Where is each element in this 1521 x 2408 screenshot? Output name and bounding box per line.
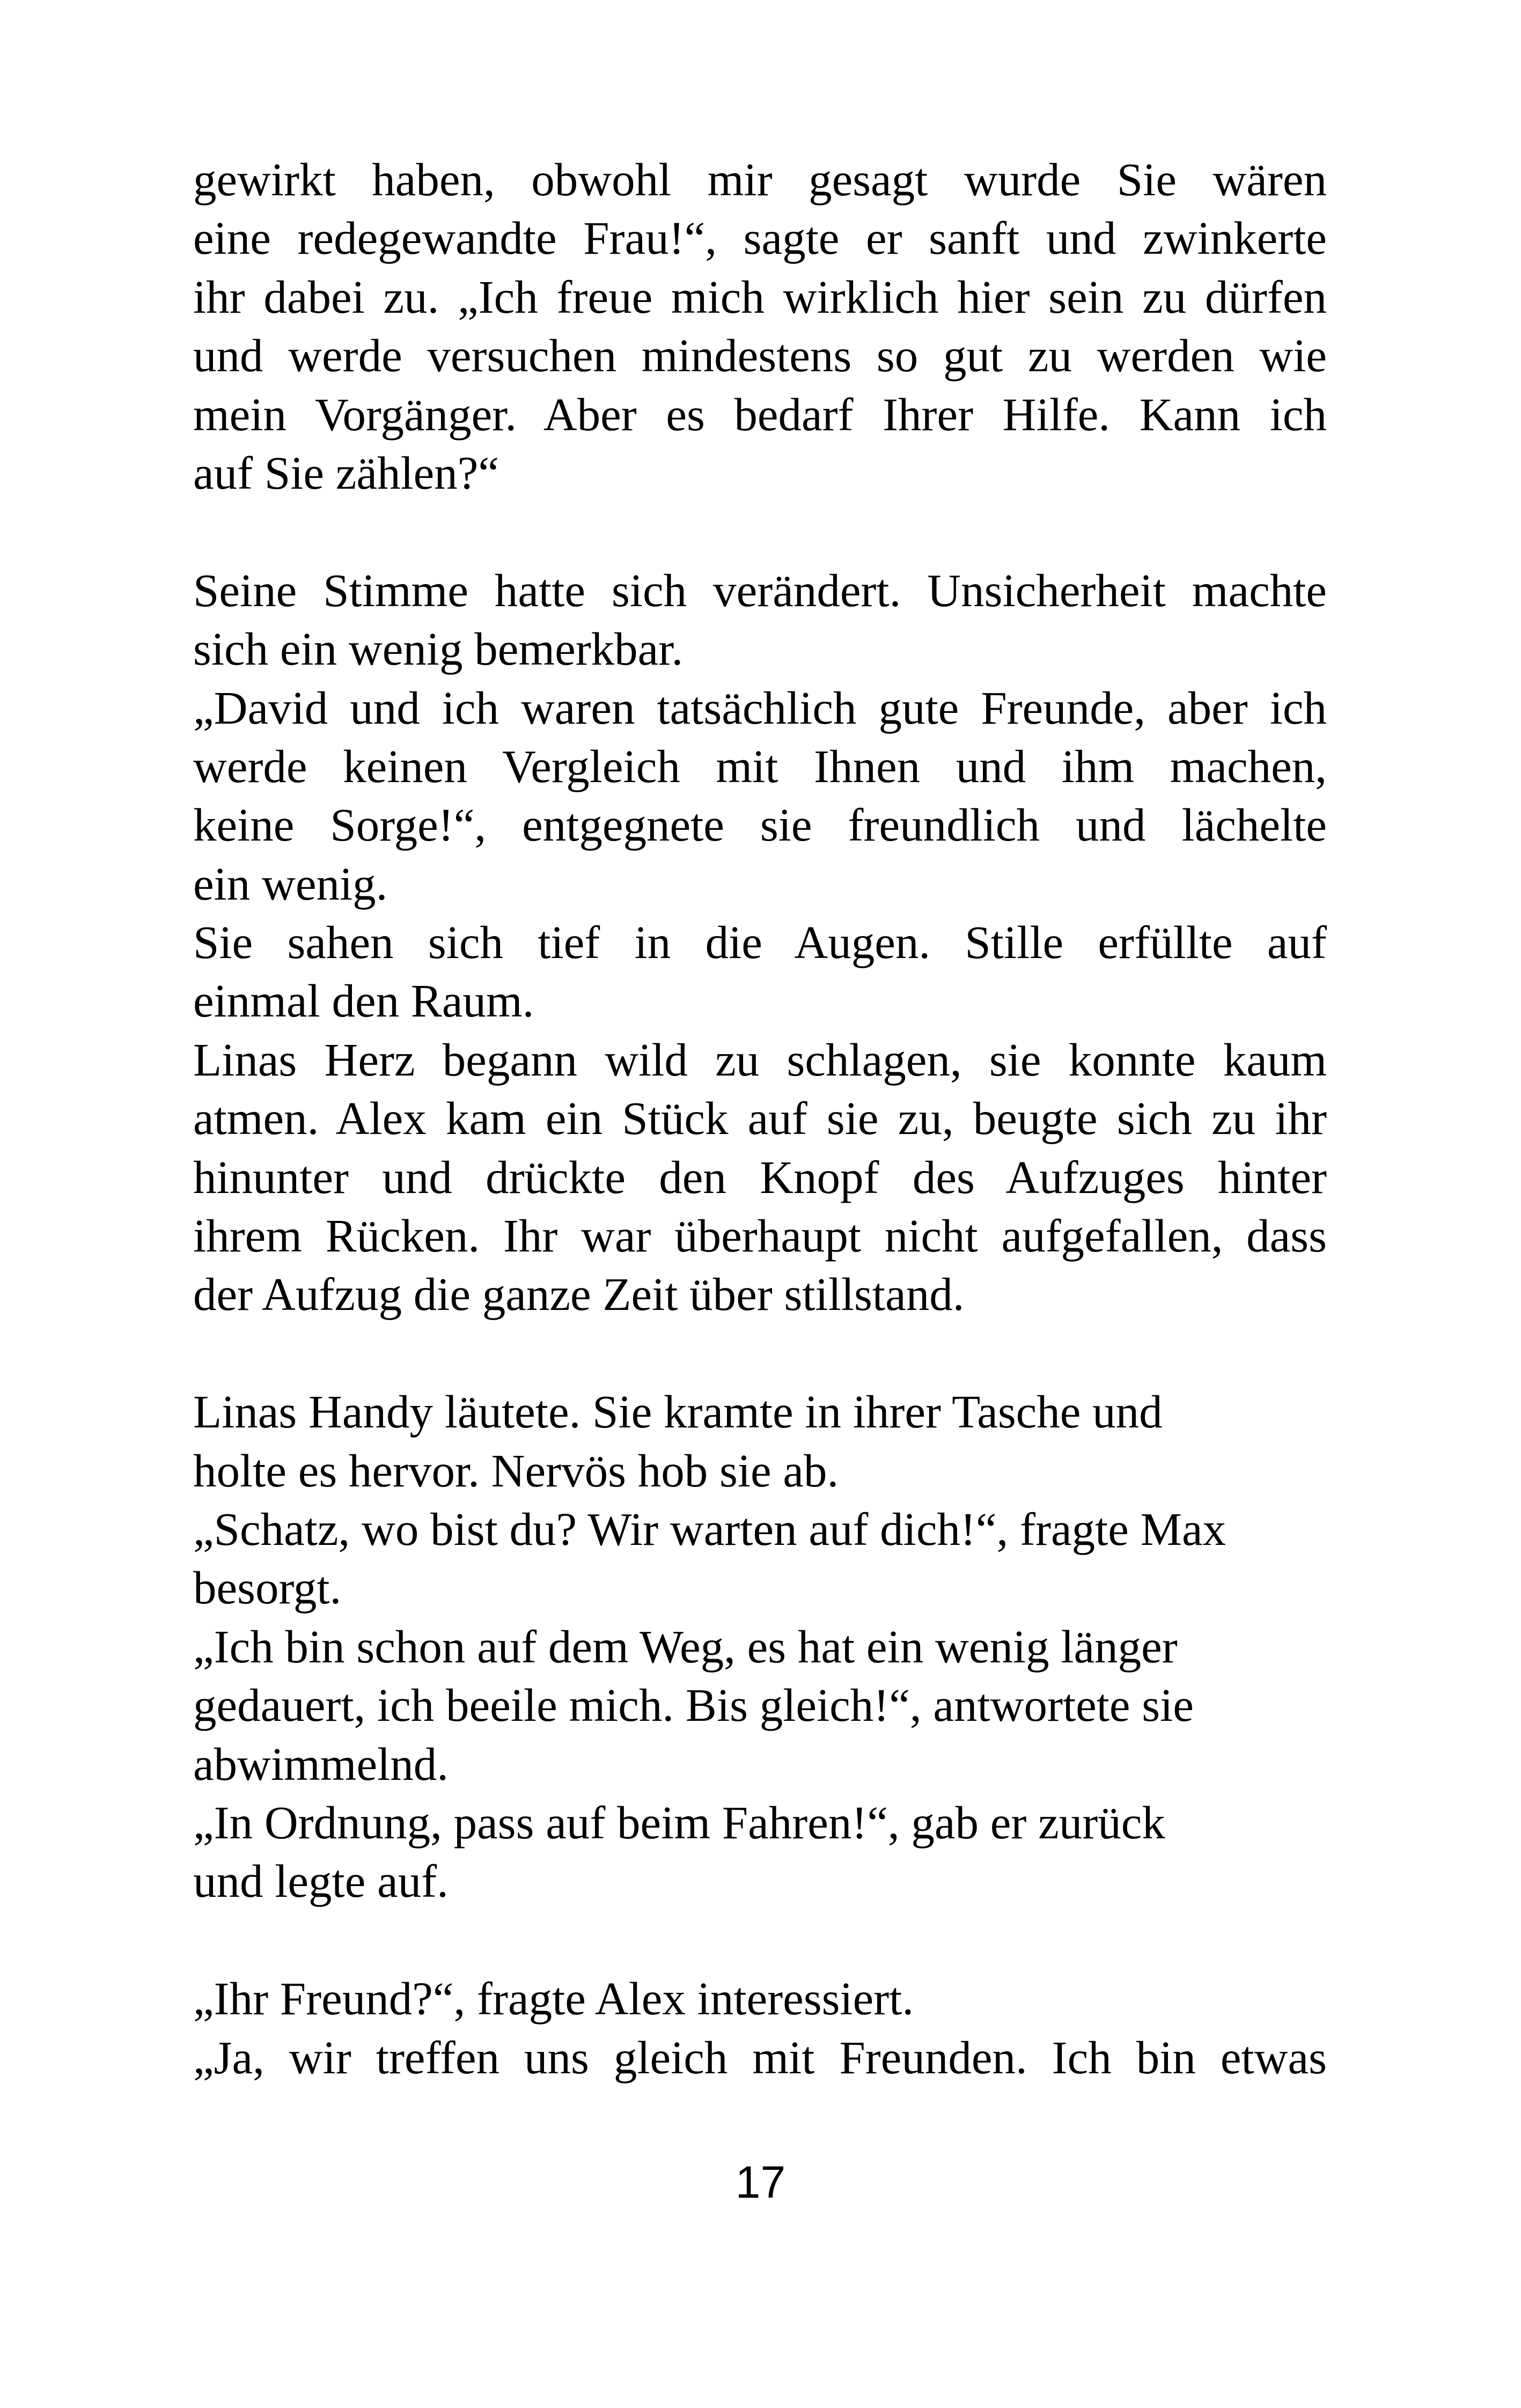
page-number: 17 bbox=[735, 2157, 786, 2207]
text-line: „David und ich waren tatsächlich gute Freunde, aber ich bbox=[193, 681, 1327, 734]
text-line: „Ihr Freund?“, fragte Alex interessiert. bbox=[193, 1972, 914, 2025]
text-line: Linas Handy läutete. Sie kramte in ihrer Tasche und bbox=[193, 1386, 1163, 1438]
text-line: der Aufzug die ganze Zeit über stillstand. bbox=[193, 1268, 965, 1321]
paragraph-gap bbox=[193, 1324, 1327, 1382]
text-line: besorgt. bbox=[193, 1562, 342, 1614]
text-line: gedauert, ich beeile mich. Bis gleich!“, antwortete sie bbox=[193, 1679, 1194, 1732]
text-line: und legte auf. bbox=[193, 1855, 449, 1908]
text-line: hinunter und drückte den Knopf des Aufzuges hinter bbox=[193, 1151, 1327, 1203]
text-line: Sie sahen sich tief in die Augen. Stille erfüllte auf bbox=[193, 916, 1327, 969]
text-line: „Ich bin schon auf dem Weg, es hat ein wenig länger bbox=[193, 1620, 1178, 1673]
text-line: Linas Herz begann wild zu schlagen, sie konnte kaum bbox=[193, 1033, 1327, 1086]
text-line: „Ja, wir treffen uns gleich mit Freunden. Ich bin etwas bbox=[193, 2031, 1327, 2083]
text-line: holte es hervor. Nervös hob sie ab. bbox=[193, 1444, 839, 1497]
text-line: sich ein wenig bemerkbar. bbox=[193, 623, 684, 675]
text-line: Seine Stimme hatte sich verändert. Unsicherheit machte bbox=[193, 564, 1327, 616]
text-line: gewirkt haben, obwohl mir gesagt wurde Sie wären bbox=[193, 153, 1327, 205]
paragraph-gap bbox=[193, 1911, 1327, 1969]
text-line: „In Ordnung, pass auf beim Fahren!“, gab er zurück bbox=[193, 1796, 1165, 1849]
paragraph-gap bbox=[193, 502, 1327, 561]
body-text bbox=[193, 150, 1327, 2087]
text-line: keine Sorge!“, entgegnete sie freundlich und lächelte bbox=[193, 799, 1327, 851]
text-line: atmen. Alex kam ein Stück auf sie zu, beugte sich zu ihr bbox=[193, 1092, 1327, 1145]
text-line: abwimmelnd. bbox=[193, 1737, 449, 1790]
text-line: ein wenig. bbox=[193, 857, 388, 910]
text-line: auf Sie zählen?“ bbox=[193, 446, 499, 499]
text-line: werde keinen Vergleich mit Ihnen und ihm machen, bbox=[193, 740, 1327, 792]
text-line: ihrem Rücken. Ihr war überhaupt nicht aufgefallen, dass bbox=[193, 1210, 1327, 1262]
text-line: eine redegewandte Frau!“, sagte er sanft und zwinkerte bbox=[193, 212, 1327, 264]
text-line: mein Vorgänger. Aber es bedarf Ihrer Hilfe. Kann ich bbox=[193, 388, 1327, 440]
text-line: „Schatz, wo bist du? Wir warten auf dich!“, fragte Max bbox=[193, 1503, 1226, 1555]
text-line: und werde versuchen mindestens so gut zu werden wie bbox=[193, 329, 1327, 382]
text-line: ihr dabei zu. „Ich freue mich wirklich hier sein zu dürfen bbox=[193, 270, 1327, 323]
text-line: einmal den Raum. bbox=[193, 975, 534, 1027]
